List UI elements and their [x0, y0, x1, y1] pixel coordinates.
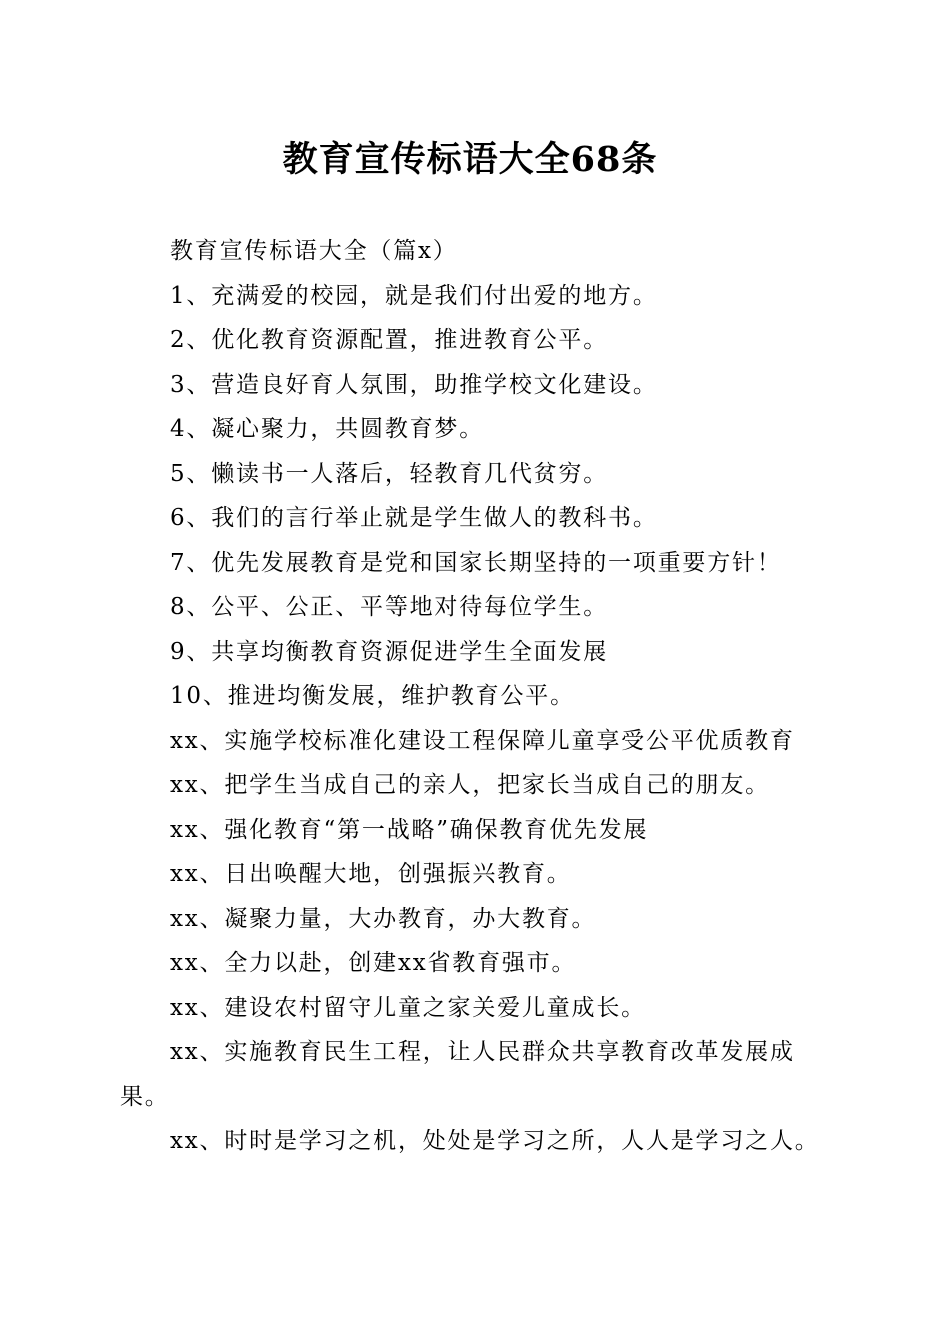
slogan-item: xx、把学生当成自己的亲人，把家长当成自己的朋友。 [170, 772, 770, 798]
slogan-item: 2、优化教育资源配置，推进教育公平。 [170, 327, 609, 353]
slogan-item: xx、凝聚力量，大办教育，办大教育。 [170, 905, 597, 932]
slogan-item: 6、我们的言行举止就是学生做人的教科书。 [170, 505, 658, 531]
slogan-item: xx、实施学校标准化建设工程保障儿童享受公平优质教育 [170, 727, 795, 754]
slogan-item: 3、营造良好育人氛围，助推学校文化建设。 [170, 371, 658, 398]
slogan-item: 10、推进均衡发展，维护教育公平。 [170, 683, 575, 709]
slogan-item: 7、优先发展教育是党和国家长期坚持的一项重要方针！ [170, 549, 782, 576]
slogan-item: xx、实施教育民生工程，让人民群众共享教育改革发展成果。 [120, 1039, 795, 1110]
slogan-item: xx、日出唤醒大地，创强振兴教育。 [170, 861, 572, 887]
slogan-item: 9、共享均衡教育资源促进学生全面发展 [170, 638, 609, 665]
paragraph-heading: 教育宣传标语大全（篇x） [170, 238, 458, 264]
slogan-item: 1、充满爱的校园，就是我们付出爱的地方。 [170, 282, 658, 309]
slogan-item: xx、建设农村留守儿童之家关爱儿童成长。 [170, 994, 646, 1021]
slogan-item: 4、凝心聚力，共圆教育梦。 [170, 416, 485, 442]
slogan-item: xx、全力以赴，创建xx省教育强市。 [170, 950, 577, 976]
document-body [120, 229, 835, 1164]
slogan-item: 8、公平、公正、平等地对待每位学生。 [170, 594, 609, 620]
slogan-item: 5、懒读书一人落后，轻教育几代贫穷。 [170, 460, 609, 487]
document-title: 教育宣传标语大全68条 [282, 139, 658, 180]
slogan-item: xx、强化教育“第一战略”确保教育优先发展 [170, 816, 649, 843]
slogan-item: xx、时时是学习之机，处处是学习之所，人人是学习之人。 [170, 1128, 820, 1154]
